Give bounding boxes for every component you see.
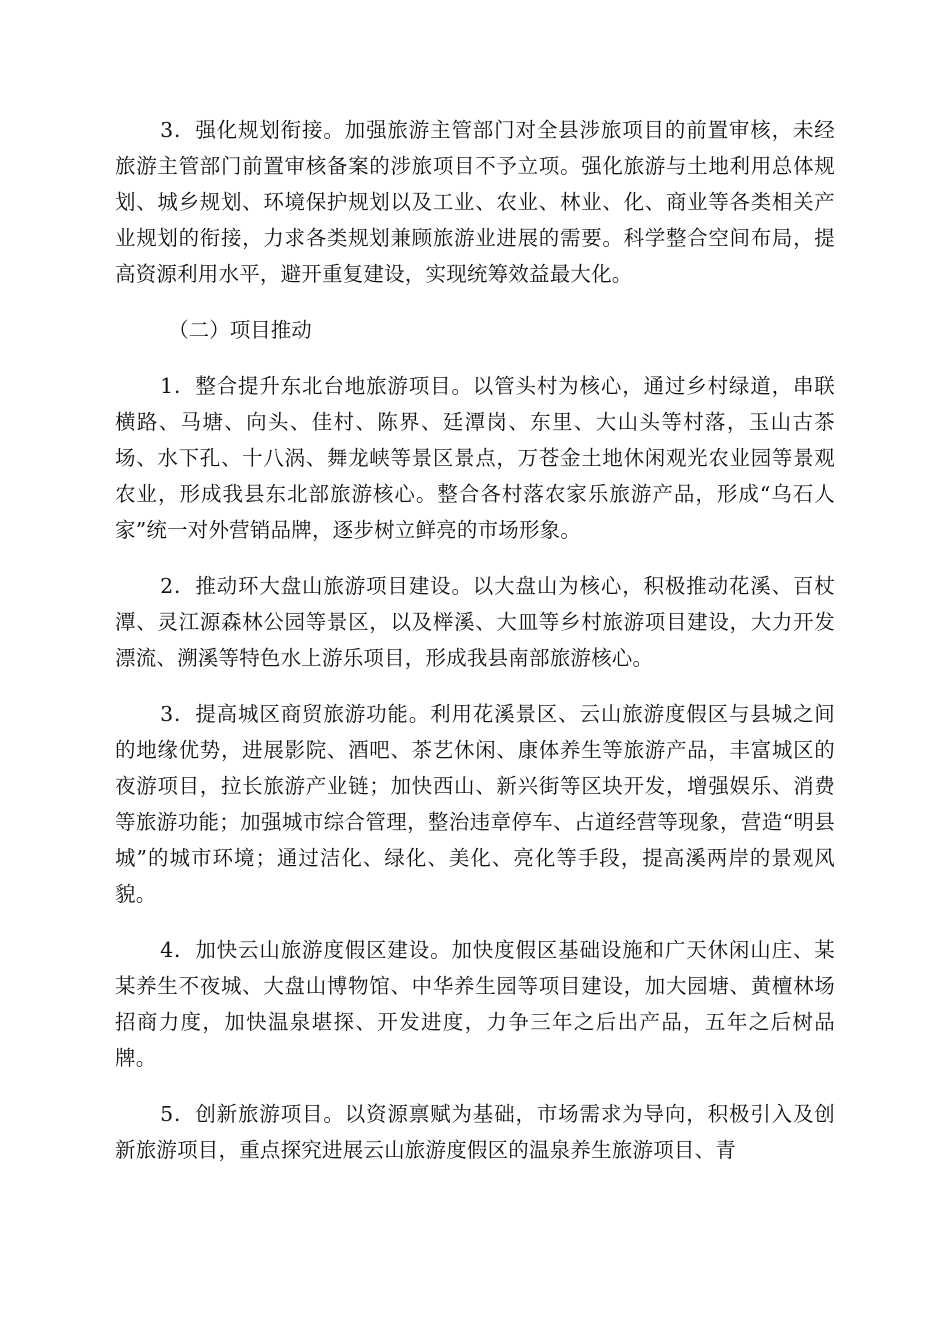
list-item-northeast-project: 1．整合提升东北台地旅游项目。以管头村为核心，通过乡村绿道，串联横路、马塘、向头、佳村、陈界、廷潭岗、东里、大山头等村落，玉山古茶场、水下孔、十八涡、舞龙峡等景区景点，万苍金土地休闲观光农业园等景观农业，形成我县东北部旅游核心。整合各村落农家乐旅游产品，形成“乌石人家”统一对外营销品牌，逐步树立鲜亮的市场形象。 <box>115 374 835 542</box>
list-item-urban-commerce: 3．提高城区商贸旅游功能。利用花溪景区、云山旅游度假区与县城之间的地缘优势，进展影院、酒吧、茶艺休闲、康体养生等旅游产品，丰富城区的夜游项目，拉长旅游产业链；加快西山、新兴街等区块开发，增强娱乐、消费等旅游功能；加强城市综合管理，整治违章停车、占道经营等现象，营造“明县城”的城市环境；通过洁化、绿化、美化、亮化等手段，提高溪两岸的景观风貌。 <box>115 702 835 906</box>
list-item-innovation-projects: 5．创新旅游项目。以资源禀赋为基础，市场需求为导向，积极引入及创新旅游项目，重点探究进展云山旅游度假区的温泉养生旅游项目、青 <box>115 1102 835 1162</box>
section-heading-project-promotion: （二）项目推动 <box>168 318 312 342</box>
list-item-dapanshan-project: 2．推动环大盘山旅游项目建设。以大盘山为核心，积极推动花溪、百杖潭、灵江源森林公园等景区，以及榉溪、大皿等乡村旅游项目建设，大力开发漂流、溯溪等特色水上游乐项目，形成我县南部旅游核心。 <box>115 574 835 670</box>
list-item-yunshan-resort: 4．加快云山旅游度假区建设。加快度假区基础设施和广天休闲山庄、某某养生不夜城、大盘山博物馆、中华养生园等项目建设，加大园塘、黄檀林场招商力度，加快温泉堪探、开发进度，力争三年之后出产品，五年之后树品牌。 <box>115 938 835 1070</box>
document-page <box>115 112 835 1188</box>
paragraph-planning-coordination: 3．强化规划衔接。加强旅游主管部门对全县涉旅项目的前置审核，未经旅游主管部门前置审核备案的涉旅项目不予立项。强化旅游与土地利用总体规划、城乡规划、环境保护规划以及工业、农业、林业、化、商业等各类相关产业规划的衔接，力求各类规划兼顾旅游业进展的需要。科学整合空间布局，提高资源利用水平，避开重复建设，实现统筹效益最大化。 <box>115 118 835 286</box>
